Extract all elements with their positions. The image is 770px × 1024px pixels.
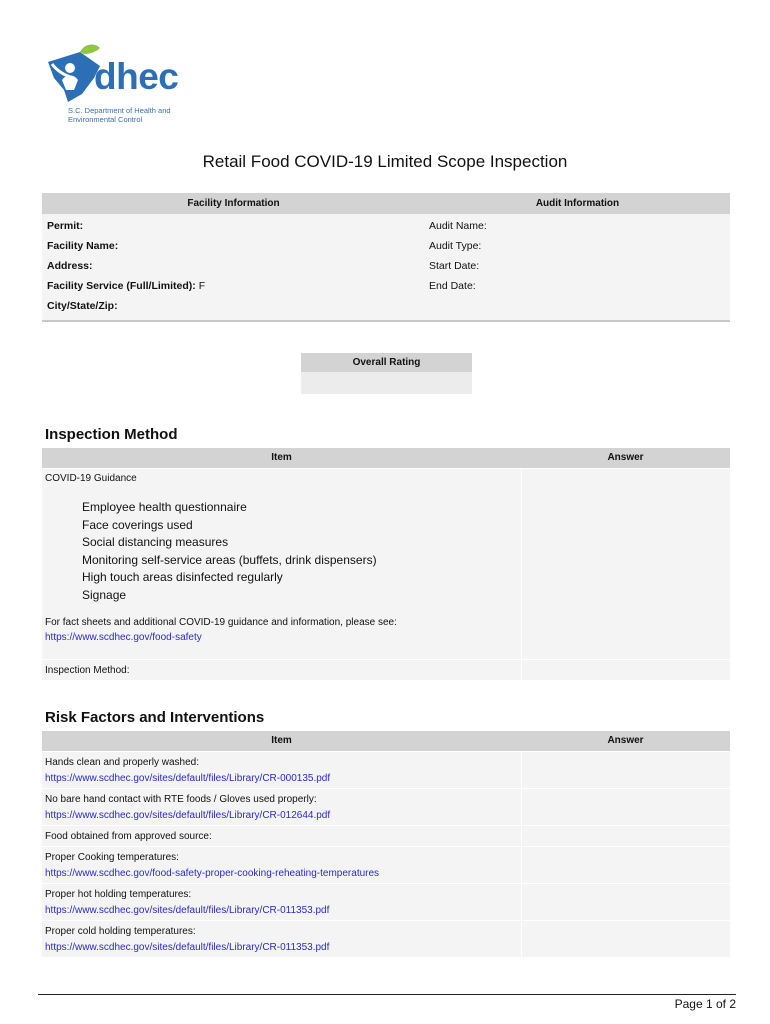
inspection-method-answer[interactable] [522,660,730,680]
address-field [47,256,93,276]
facility-name-label: Facility Name: [47,240,119,252]
city-state-zip-label: City/State/Zip: [47,300,118,312]
risk-answer-cell[interactable] [522,826,730,846]
logo-subtitle [68,106,171,124]
list-item: Signage [82,587,127,602]
page-number: Page 1 of 2 [674,997,736,1011]
logo-wordmark: dhec [94,56,179,97]
guidance-answer-cell[interactable] [522,469,730,659]
inspection-method-title: Inspection Method [45,426,178,443]
overall-rating-value [301,372,472,394]
logo-subtitle-line2: Environmental Control [68,115,143,124]
risk-link[interactable]: https://www.scdhec.gov/sites/default/files/Library/CR-011353.pdf [45,942,330,953]
risk-answer-cell[interactable] [522,884,730,920]
logo-subtitle-line1: S.C. Department of Health and [68,106,171,115]
audit-name-label: Audit Name: [429,220,487,232]
risk-factors-title: Risk Factors and Interventions [45,709,265,726]
risk-answer-cell[interactable] [522,752,730,788]
list-item: Face coverings used [82,517,193,532]
page-title: Retail Food COVID-19 Limited Scope Inspection [202,152,568,171]
facility-name-field [47,236,118,256]
start-date-label: Start Date: [429,260,480,272]
risk-answer-cell[interactable] [522,921,730,957]
risk-answer-cell[interactable] [522,847,730,883]
audit-type-label: Audit Type: [429,240,482,252]
inspection-method-label: Inspection Method: [45,665,130,676]
risk-link[interactable]: https://www.scdhec.gov/sites/default/files/Library/CR-000135.pdf [45,773,331,784]
audit-info-header: Audit Information [425,193,730,214]
end-date-label: End Date: [429,280,476,292]
list-item: Employee health questionnaire [82,500,247,514]
risk-link[interactable]: https://www.scdhec.gov/food-safety-proper-cooking-reheating-temperatures [45,868,380,879]
permit-field [47,216,83,236]
guidance-bullet-list [82,499,377,604]
risk-label: Proper hot holding temperatures: [45,889,192,900]
table-rule [42,320,730,322]
fact-sheet-text: For fact sheets and additional COVID-19 guidance and information, please see: [45,617,397,628]
inspection-item-header: Item [42,448,521,468]
permit-label: Permit: [47,220,84,232]
guidance-label: COVID-19 Guidance [45,473,137,484]
list-item: Monitoring self-service areas (buffets, drink dispensers) [82,552,377,567]
list-item: Social distancing measures [82,535,229,549]
risk-label: Proper cold holding temperatures: [45,926,196,937]
list-item: High touch areas disinfected regularly [82,570,283,584]
risk-label: Proper Cooking temperatures: [45,852,179,863]
overall-rating-header: Overall Rating [301,353,472,372]
dhec-logo [44,44,194,128]
risk-label: No bare hand contact with RTE foods / Gloves used properly: [45,794,317,805]
facility-service-value: F [198,280,206,292]
risk-link[interactable]: https://www.scdhec.gov/sites/default/files/Library/CR-011353.pdf [45,905,330,916]
inspection-answer-header: Answer [521,448,730,468]
risk-label: Food obtained from approved source: [45,831,212,842]
risk-answer-header: Answer [521,731,730,751]
facility-service-label: Facility Service (Full/Limited): [47,280,196,292]
risk-label: Hands clean and properly washed: [45,757,199,768]
risk-link[interactable]: https://www.scdhec.gov/sites/default/files/Library/CR-012644.pdf [45,810,331,821]
fact-sheet-link[interactable]: https://www.scdhec.gov/food-safety [45,632,202,643]
address-label: Address: [47,260,93,272]
risk-answer-cell[interactable] [522,789,730,825]
footer-rule [38,994,736,995]
facility-service-field [47,276,205,296]
city-state-zip-field [47,296,118,316]
risk-item-header: Item [42,731,521,751]
facility-info-header: Facility Information [42,193,425,214]
